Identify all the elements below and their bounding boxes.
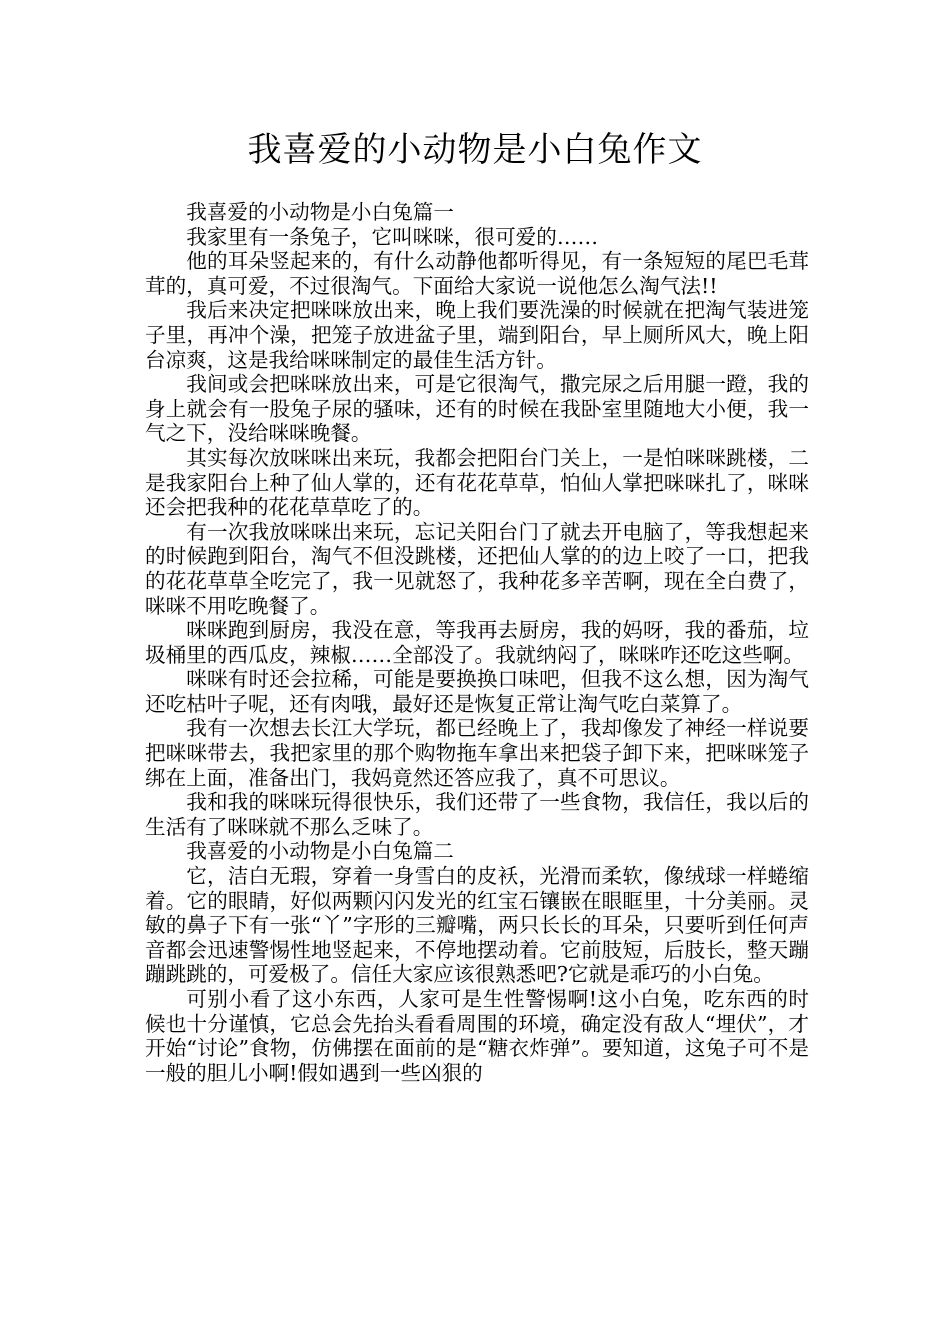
paragraph: 有一次我放咪咪出来玩，忘记关阳台门了就去开电脑了，等我想起来的时候跑到阳台，淘气不但没跳楼，还把仙人掌的的边上咬了一口，把我的花花草草全吃完了，我一见就怒了，我种花多辛苦啊，现在全白费了，咪咪不用吃晚餐了。 [145,519,809,618]
paragraph: 咪咪跑到厨房，我没在意，等我再去厨房，我的妈呀，我的番茄，垃圾桶里的西瓜皮，辣椒……全部没了。我就纳闷了，咪咪咋还吃这些啊。 [145,618,809,667]
paragraph: 我家里有一条兔子，它叫咪咪，很可爱的…… [186,224,599,249]
paragraph: 他的耳朵竖起来的，有什么动静他都听得见，有一条短短的尾巴毛茸茸的，真可爱，不过很淘气。下面给大家说一说他怎么淘气法!! [145,249,809,298]
document-title: 我喜爱的小动物是小白兔作文 [247,130,703,170]
paragraph: 其实每次放咪咪出来玩，我都会把阳台门关上，一是怕咪咪跳楼，二是我家阳台上种了仙人掌的，还有花花草草，怕仙人掌把咪咪扎了，咪咪还会把我种的花花草草吃了的。 [145,445,809,520]
paragraph: 我喜爱的小动物是小白兔篇二 [186,839,454,864]
paragraph: 咪咪有时还会拉稀，可能是要换换口味吧，但我不这么想，因为淘气还吃枯叶子呢，还有肉哦，最好还是恢复正常让淘气吃白菜算了。 [145,667,809,716]
paragraph: 我有一次想去长江大学玩，都已经晚上了，我却像发了神经一样说要把咪咪带去，我把家里的那个购物拖车拿出来把袋子卸下来，把咪咪笼子绑在上面，准备出门，我妈竟然还答应我了，真不可思议。 [145,716,809,790]
paragraph: 我间或会把咪咪放出来，可是它很淘气，撒完尿之后用腿一蹬，我的身上就会有一股兔子尿的骚味，还有的时候在我卧室里随地大小便，我一气之下，没给咪咪晚餐。 [145,372,809,446]
paragraph: 我和我的咪咪玩得很快乐，我们还带了一些食物，我信任，我以后的生活有了咪咪就不那么乏味了。 [145,790,809,839]
document-body [145,200,809,1085]
paragraph: 我喜爱的小动物是小白兔篇一 [186,200,454,224]
paragraph: 我后来决定把咪咪放出来，晚上我们要洗澡的时候就在把淘气装进笼子里，再冲个澡，把笼子放进盆子里，端到阳台，早上厕所风大，晚上阳台凉爽，这是我给咪咪制定的最佳生活方针。 [145,298,809,372]
paragraph: 可别小看了这小东西，人家可是生性警惕啊!这小白兔，吃东西的时候也十分谨慎，它总会先抬头看看周围的环境，确定没有敌人“埋伏”，才开始“讨论”食物，仿佛摆在面前的是“糖衣炸弹”。要知道，这兔子可不是一般的胆儿小啊!假如遇到一些凶狠的 [145,987,810,1085]
paragraph: 它，洁白无瑕，穿着一身雪白的皮袄，光滑而柔软，像绒球一样蜷缩着。它的眼睛，好似两颗闪闪发光的红宝石镶嵌在眼眶里，十分美丽。灵敏的鼻子下有一张“丫”字形的三瓣嘴，两只长长的耳朵，只要听到任何声音都会迅速警惕性地竖起来，不停地摆动着。它前肢短，后肢长，整天蹦蹦跳跳的，可爱极了。信任大家应该很熟悉吧?它就是乖巧的小白兔。 [145,864,809,987]
